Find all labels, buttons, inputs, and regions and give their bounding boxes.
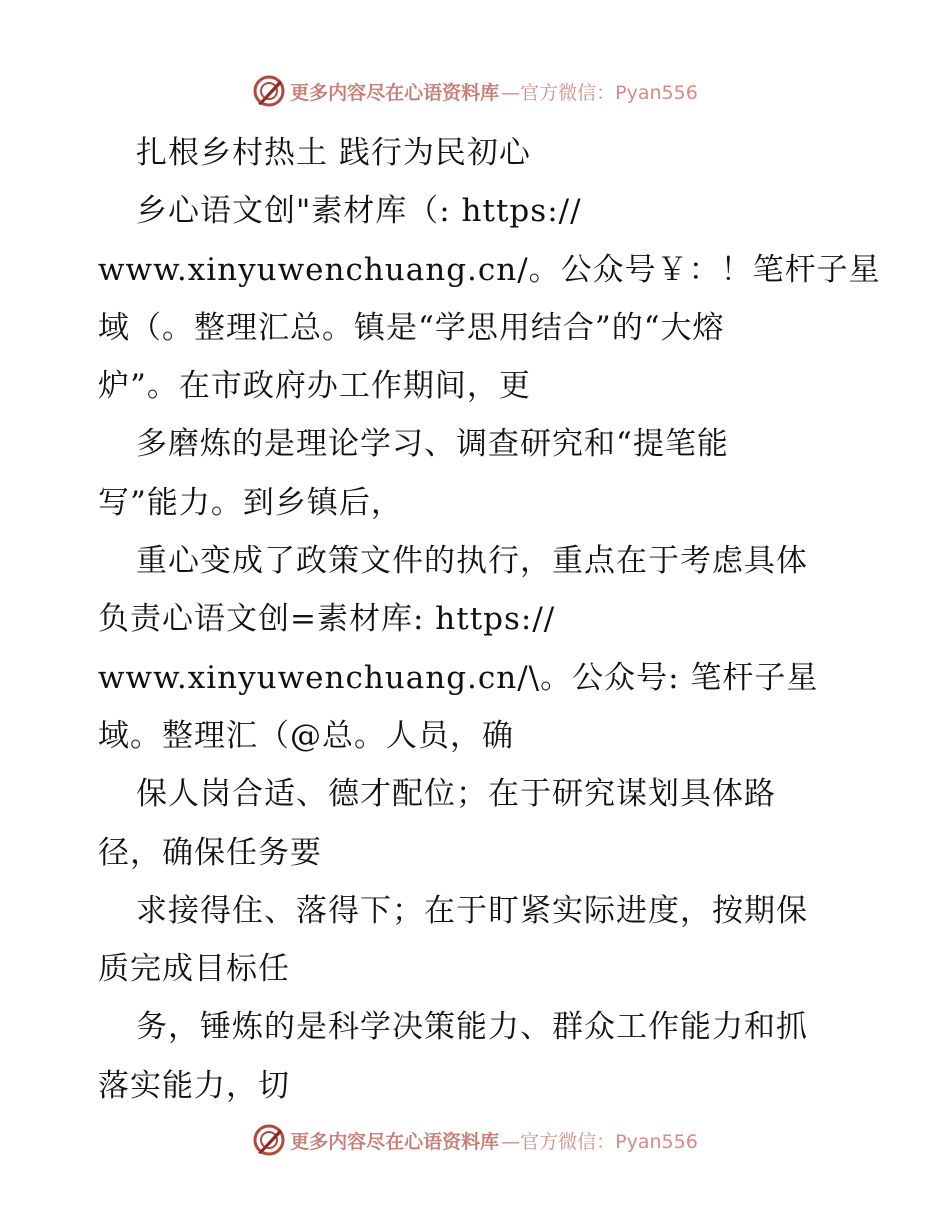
text-line: 炉”。在市政府办工作期间，更 (98, 368, 531, 405)
footer-watermark-title: 更多内容尽在心语资料库 (290, 1130, 500, 1153)
text-line: 乡心语文创"素材库（: https:// (136, 193, 582, 230)
header-watermark-wechat: —官方微信：Pyan556 (501, 81, 698, 104)
text-line: 域。整理汇（@总。人员，确 (98, 717, 514, 754)
text-line: 径，确保任务要 (98, 834, 322, 871)
text-line: 扎根乡村热土 践行为民初心 (136, 135, 531, 171)
text-line: 落实能力，切 (98, 1067, 290, 1104)
header-watermark-title: 更多内容尽在心语资料库 (290, 81, 500, 104)
footer-watermark-wechat: —官方微信：Pyan556 (501, 1130, 698, 1153)
quill-seal-icon (252, 74, 286, 108)
quill-seal-icon (252, 1123, 286, 1157)
footer-watermark (0, 1120, 950, 1160)
text-line: 务，锤炼的是科学决策能力、群众工作能力和抓 (136, 1009, 808, 1046)
text-line: www.xinyuwenchuang.cn/。公众号￥：！笔杆子星 (98, 251, 881, 288)
text-line: 写”能力。到乡镇后， (98, 484, 403, 521)
text-line: 保人岗合适、德才配位；在于研究谋划具体路 (136, 776, 776, 813)
text-line: www.xinyuwenchuang.cn/\。公众号: 笔杆子星 (98, 659, 819, 696)
document-body (98, 124, 881, 1115)
text-line: 求接得住、落得下；在于盯紧实际进度，按期保 (136, 892, 808, 929)
text-line: 质完成目标任 (98, 951, 290, 988)
header-watermark (0, 71, 950, 111)
text-line: 多磨炼的是理论学习、调查研究和“提笔能 (136, 426, 729, 463)
text-line: 域（。整理汇总。镇是“学思用结合”的“大熔 (98, 309, 725, 346)
text-line: 重心变成了政策文件的执行，重点在于考虑具体 (136, 543, 808, 580)
text-line: 负责心语文创=素材库: https:// (98, 601, 556, 638)
